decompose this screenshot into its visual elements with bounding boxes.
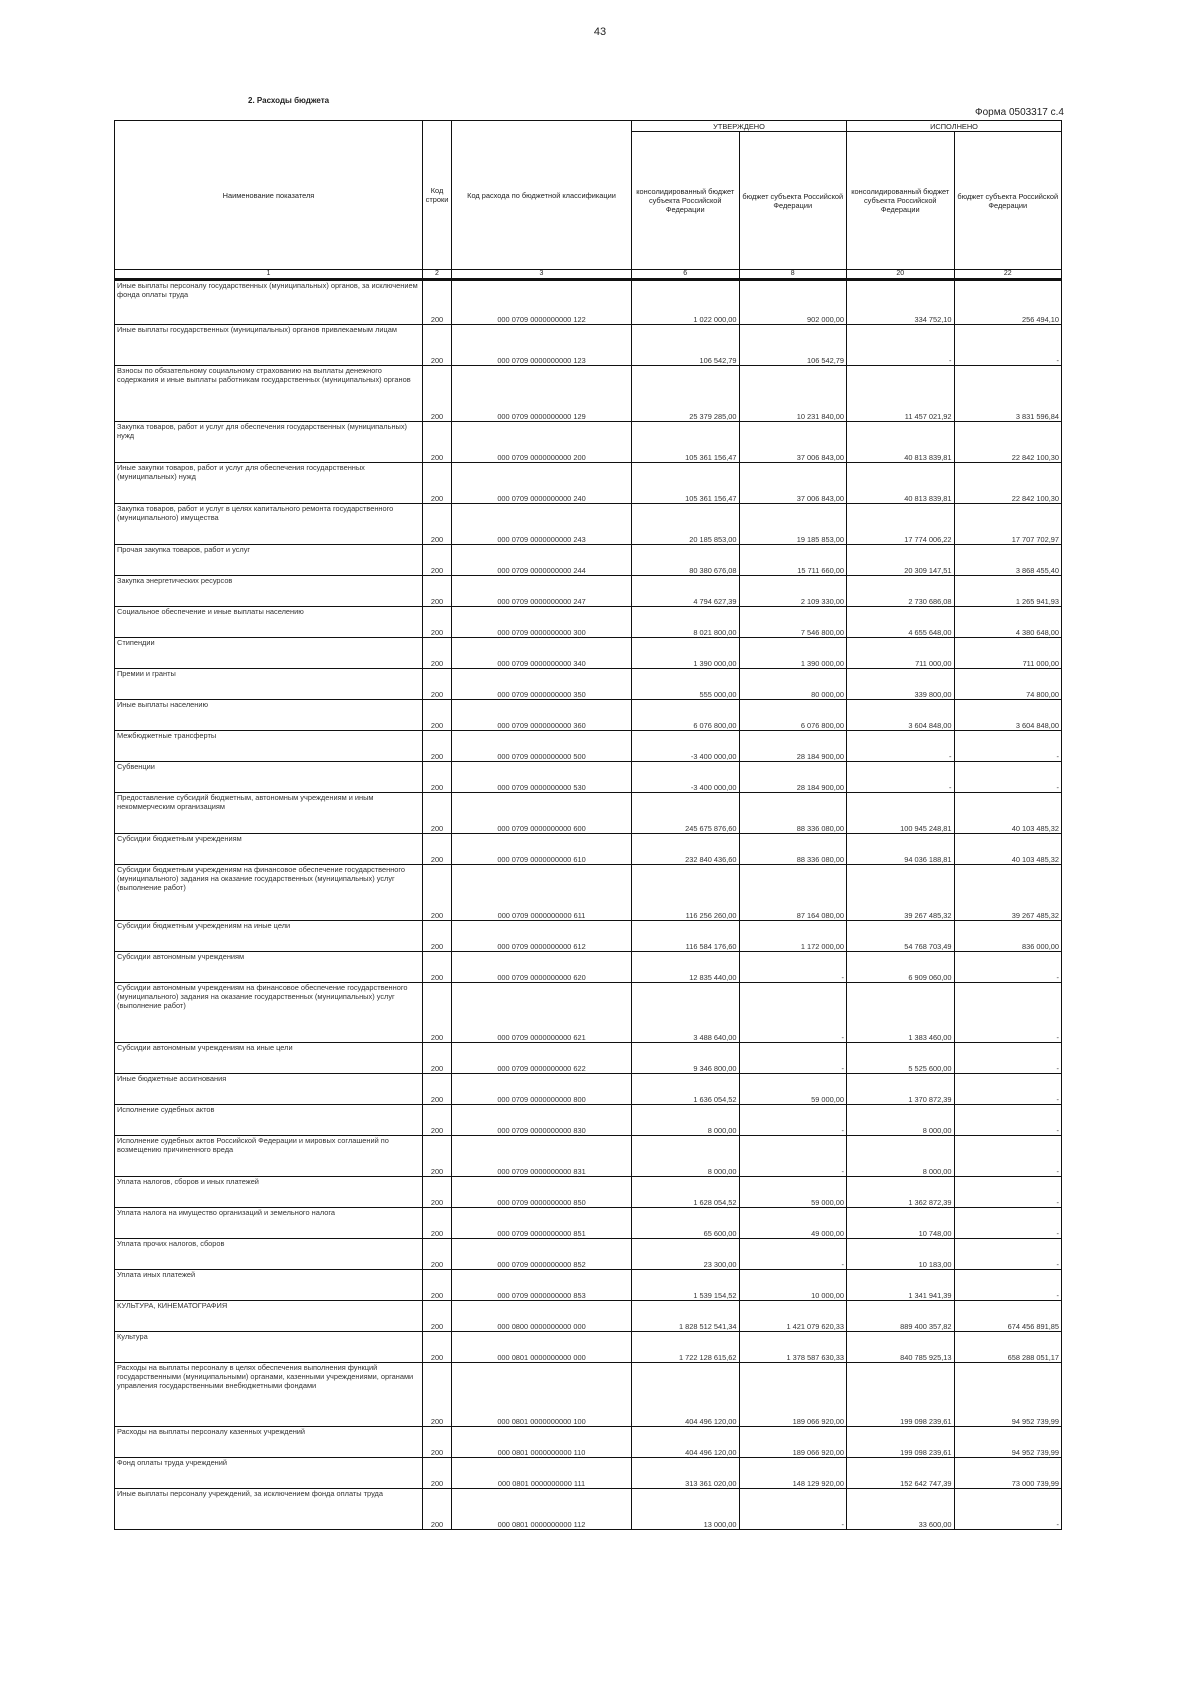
row-line-code: 200 — [423, 1270, 452, 1301]
row-line-code: 200 — [423, 422, 452, 463]
row-name: Фонд оплаты труда учреждений — [115, 1458, 423, 1489]
row-approved-subject: - — [739, 1043, 847, 1074]
row-approved-subject: 189 066 920,00 — [739, 1363, 847, 1427]
row-executed-subject: 674 456 891,85 — [954, 1301, 1062, 1332]
row-approved-subject: 37 006 843,00 — [739, 422, 847, 463]
row-approved-consolidated: 8 000,00 — [632, 1136, 740, 1177]
row-classification-code: 000 0709 0000000000 500 — [452, 731, 632, 762]
row-approved-consolidated: 9 346 800,00 — [632, 1043, 740, 1074]
row-executed-subject: 39 267 485,32 — [954, 865, 1062, 921]
row-approved-consolidated: 8 000,00 — [632, 1105, 740, 1136]
row-approved-subject: 88 336 080,00 — [739, 793, 847, 834]
row-approved-subject: 59 000,00 — [739, 1177, 847, 1208]
row-approved-subject: - — [739, 983, 847, 1043]
row-executed-subject: - — [954, 983, 1062, 1043]
row-approved-consolidated: 245 675 876,60 — [632, 793, 740, 834]
row-approved-consolidated: 1 636 054,52 — [632, 1074, 740, 1105]
row-executed-consolidated: - — [847, 762, 955, 793]
row-classification-code: 000 0709 0000000000 850 — [452, 1177, 632, 1208]
row-line-code: 200 — [423, 638, 452, 669]
row-name: Уплата налогов, сборов и иных платежей — [115, 1177, 423, 1208]
row-executed-subject: 73 000 739,99 — [954, 1458, 1062, 1489]
row-executed-consolidated: 5 525 600,00 — [847, 1043, 955, 1074]
row-name: Культура — [115, 1332, 423, 1363]
row-line-code: 200 — [423, 1074, 452, 1105]
row-executed-subject: 3 868 455,40 — [954, 545, 1062, 576]
row-classification-code: 000 0709 0000000000 620 — [452, 952, 632, 983]
row-name: Стипендии — [115, 638, 423, 669]
row-name: Субвенции — [115, 762, 423, 793]
row-line-code: 200 — [423, 366, 452, 422]
row-line-code: 200 — [423, 1301, 452, 1332]
row-name: Закупка энергетических ресурсов — [115, 576, 423, 607]
table-row — [115, 1177, 1062, 1208]
row-executed-consolidated: 20 309 147,51 — [847, 545, 955, 576]
row-executed-subject: 3 604 848,00 — [954, 700, 1062, 731]
row-approved-subject: 80 000,00 — [739, 669, 847, 700]
row-approved-consolidated: -3 400 000,00 — [632, 731, 740, 762]
row-name: Субсидии бюджетным учреждениям — [115, 834, 423, 865]
row-classification-code: 000 0709 0000000000 350 — [452, 669, 632, 700]
row-name: Субсидии бюджетным учреждениям на иные цели — [115, 921, 423, 952]
row-approved-consolidated: 404 496 120,00 — [632, 1427, 740, 1458]
row-executed-consolidated: 339 800,00 — [847, 669, 955, 700]
row-classification-code: 000 0709 0000000000 600 — [452, 793, 632, 834]
row-line-code: 200 — [423, 504, 452, 545]
header-executed-subject: бюджет субъекта Российской Федерации — [954, 132, 1062, 270]
row-approved-consolidated: 105 361 156,47 — [632, 422, 740, 463]
row-executed-subject: 40 103 485,32 — [954, 793, 1062, 834]
row-executed-consolidated: 40 813 839,81 — [847, 422, 955, 463]
row-approved-consolidated: 4 794 627,39 — [632, 576, 740, 607]
row-approved-subject: 88 336 080,00 — [739, 834, 847, 865]
row-executed-consolidated: 199 098 239,61 — [847, 1427, 955, 1458]
row-executed-consolidated: 94 036 188,81 — [847, 834, 955, 865]
table-row — [115, 463, 1062, 504]
row-executed-consolidated: 54 768 703,49 — [847, 921, 955, 952]
row-line-code: 200 — [423, 1105, 452, 1136]
row-line-code: 200 — [423, 280, 452, 325]
row-executed-subject: - — [954, 1489, 1062, 1530]
header-executed: ИСПОЛНЕНО — [847, 121, 1062, 132]
row-approved-consolidated: 23 300,00 — [632, 1239, 740, 1270]
table-row — [115, 731, 1062, 762]
header-classification: Код расхода по бюджетной классификации — [452, 121, 632, 270]
row-executed-subject: 22 842 100,30 — [954, 422, 1062, 463]
row-approved-consolidated: 232 840 436,60 — [632, 834, 740, 865]
table-row — [115, 834, 1062, 865]
row-executed-consolidated: 889 400 357,82 — [847, 1301, 955, 1332]
row-line-code: 200 — [423, 1136, 452, 1177]
row-classification-code: 000 0709 0000000000 244 — [452, 545, 632, 576]
table-row — [115, 504, 1062, 545]
table-row — [115, 325, 1062, 366]
row-name: Иные закупки товаров, работ и услуг для обеспечения государственных (муниципальных) нужд — [115, 463, 423, 504]
row-classification-code: 000 0709 0000000000 612 — [452, 921, 632, 952]
row-approved-subject: 10 000,00 — [739, 1270, 847, 1301]
row-approved-subject: 28 184 900,00 — [739, 731, 847, 762]
row-line-code: 200 — [423, 865, 452, 921]
row-classification-code: 000 0709 0000000000 622 — [452, 1043, 632, 1074]
row-approved-subject: 28 184 900,00 — [739, 762, 847, 793]
row-classification-code: 000 0709 0000000000 123 — [452, 325, 632, 366]
table-body — [115, 280, 1062, 1530]
row-line-code: 200 — [423, 607, 452, 638]
row-classification-code: 000 0709 0000000000 247 — [452, 576, 632, 607]
table-row — [115, 1332, 1062, 1363]
row-approved-subject: 148 129 920,00 — [739, 1458, 847, 1489]
row-executed-consolidated: 1 341 941,39 — [847, 1270, 955, 1301]
row-classification-code: 000 0801 0000000000 110 — [452, 1427, 632, 1458]
row-classification-code: 000 0800 0000000000 000 — [452, 1301, 632, 1332]
row-name: Иные выплаты персоналу учреждений, за исключением фонда оплаты труда — [115, 1489, 423, 1530]
row-executed-subject: 256 494,10 — [954, 280, 1062, 325]
row-approved-consolidated: 555 000,00 — [632, 669, 740, 700]
row-approved-consolidated: 1 628 054,52 — [632, 1177, 740, 1208]
row-executed-consolidated: 1 370 872,39 — [847, 1074, 955, 1105]
row-classification-code: 000 0709 0000000000 129 — [452, 366, 632, 422]
row-executed-subject: 3 831 596,84 — [954, 366, 1062, 422]
row-approved-subject: - — [739, 1489, 847, 1530]
row-line-code: 200 — [423, 1177, 452, 1208]
column-number: 8 — [739, 270, 847, 280]
row-executed-consolidated: 2 730 686,08 — [847, 576, 955, 607]
row-name: Субсидии автономным учреждениям — [115, 952, 423, 983]
row-classification-code: 000 0709 0000000000 851 — [452, 1208, 632, 1239]
row-classification-code: 000 0709 0000000000 610 — [452, 834, 632, 865]
table-row — [115, 280, 1062, 325]
table-row — [115, 669, 1062, 700]
table-row — [115, 545, 1062, 576]
row-executed-subject: - — [954, 762, 1062, 793]
row-approved-consolidated: 1 722 128 615,62 — [632, 1332, 740, 1363]
row-classification-code: 000 0801 0000000000 112 — [452, 1489, 632, 1530]
table-row — [115, 1136, 1062, 1177]
table-row — [115, 1043, 1062, 1074]
row-approved-consolidated: 313 361 020,00 — [632, 1458, 740, 1489]
row-approved-subject: 7 546 800,00 — [739, 607, 847, 638]
row-line-code: 200 — [423, 1208, 452, 1239]
row-name: Уплата прочих налогов, сборов — [115, 1239, 423, 1270]
page-number: 43 — [593, 26, 607, 38]
section-title: 2. Расходы бюджета — [248, 96, 330, 105]
row-approved-consolidated: 20 185 853,00 — [632, 504, 740, 545]
row-line-code: 200 — [423, 325, 452, 366]
row-name: Субсидии автономным учреждениям на иные цели — [115, 1043, 423, 1074]
row-line-code: 200 — [423, 952, 452, 983]
row-approved-consolidated: 404 496 120,00 — [632, 1363, 740, 1427]
row-classification-code: 000 0709 0000000000 300 — [452, 607, 632, 638]
row-line-code: 200 — [423, 793, 452, 834]
row-approved-consolidated: 3 488 640,00 — [632, 983, 740, 1043]
table-row — [115, 793, 1062, 834]
table-row — [115, 983, 1062, 1043]
table-row — [115, 952, 1062, 983]
row-approved-consolidated: 80 380 676,08 — [632, 545, 740, 576]
row-approved-subject: 2 109 330,00 — [739, 576, 847, 607]
row-line-code: 200 — [423, 700, 452, 731]
row-executed-consolidated: 11 457 021,92 — [847, 366, 955, 422]
row-name: Предоставление субсидий бюджетным, автономным учреждениям и иным некоммерческим организациям — [115, 793, 423, 834]
row-executed-subject: - — [954, 1208, 1062, 1239]
row-name: Иные выплаты населению — [115, 700, 423, 731]
row-name: КУЛЬТУРА, КИНЕМАТОГРАФИЯ — [115, 1301, 423, 1332]
row-executed-consolidated: 8 000,00 — [847, 1105, 955, 1136]
row-executed-consolidated: 1 362 872,39 — [847, 1177, 955, 1208]
row-classification-code: 000 0709 0000000000 800 — [452, 1074, 632, 1105]
header-name: Наименование показателя — [115, 121, 423, 270]
table-row — [115, 1301, 1062, 1332]
row-executed-subject: - — [954, 1177, 1062, 1208]
row-executed-consolidated: 8 000,00 — [847, 1136, 955, 1177]
row-executed-consolidated: 17 774 006,22 — [847, 504, 955, 545]
row-executed-consolidated: 10 183,00 — [847, 1239, 955, 1270]
row-approved-subject: 37 006 843,00 — [739, 463, 847, 504]
row-line-code: 200 — [423, 463, 452, 504]
row-name: Социальное обеспечение и иные выплаты населению — [115, 607, 423, 638]
row-executed-consolidated: 152 642 747,39 — [847, 1458, 955, 1489]
row-classification-code: 000 0709 0000000000 243 — [452, 504, 632, 545]
row-approved-subject: 59 000,00 — [739, 1074, 847, 1105]
column-number: 1 — [115, 270, 423, 280]
row-name: Межбюджетные трансферты — [115, 731, 423, 762]
row-executed-consolidated: 33 600,00 — [847, 1489, 955, 1530]
row-executed-subject: 658 288 051,17 — [954, 1332, 1062, 1363]
row-approved-consolidated: 13 000,00 — [632, 1489, 740, 1530]
table-row — [115, 1239, 1062, 1270]
row-executed-consolidated: 39 267 485,32 — [847, 865, 955, 921]
row-approved-subject: 87 164 080,00 — [739, 865, 847, 921]
row-name: Премии и гранты — [115, 669, 423, 700]
table-row — [115, 1208, 1062, 1239]
row-approved-subject: 10 231 840,00 — [739, 366, 847, 422]
row-classification-code: 000 0801 0000000000 111 — [452, 1458, 632, 1489]
table-row — [115, 700, 1062, 731]
row-name: Исполнение судебных актов — [115, 1105, 423, 1136]
row-line-code: 200 — [423, 1363, 452, 1427]
row-approved-subject: - — [739, 1239, 847, 1270]
row-approved-subject: - — [739, 952, 847, 983]
row-executed-consolidated: 199 098 239,61 — [847, 1363, 955, 1427]
row-line-code: 200 — [423, 1458, 452, 1489]
row-name: Взносы по обязательному социальному страхованию на выплаты денежного содержания и иные выплаты работникам государственных (муниципальных) органов — [115, 366, 423, 422]
row-line-code: 200 — [423, 921, 452, 952]
row-line-code: 200 — [423, 545, 452, 576]
column-number: 2 — [423, 270, 452, 280]
table-row — [115, 921, 1062, 952]
row-executed-subject: - — [954, 1074, 1062, 1105]
row-approved-consolidated: 1 022 000,00 — [632, 280, 740, 325]
row-line-code: 200 — [423, 1427, 452, 1458]
row-name: Уплата налога на имущество организаций и земельного налога — [115, 1208, 423, 1239]
row-line-code: 200 — [423, 1332, 452, 1363]
header-approved-subject: бюджет субъекта Российской Федерации — [739, 132, 847, 270]
row-executed-consolidated: 40 813 839,81 — [847, 463, 955, 504]
row-classification-code: 000 0709 0000000000 200 — [452, 422, 632, 463]
row-executed-subject: 22 842 100,30 — [954, 463, 1062, 504]
row-approved-consolidated: 65 600,00 — [632, 1208, 740, 1239]
row-classification-code: 000 0801 0000000000 100 — [452, 1363, 632, 1427]
row-executed-consolidated: 1 383 460,00 — [847, 983, 955, 1043]
row-executed-subject: 40 103 485,32 — [954, 834, 1062, 865]
table-row — [115, 1270, 1062, 1301]
column-number: 6 — [632, 270, 740, 280]
row-executed-consolidated: 4 655 648,00 — [847, 607, 955, 638]
header-line-code: Код строки — [423, 121, 452, 270]
row-approved-consolidated: 6 076 800,00 — [632, 700, 740, 731]
table-row — [115, 638, 1062, 669]
row-line-code: 200 — [423, 1043, 452, 1074]
row-executed-consolidated: 334 752,10 — [847, 280, 955, 325]
row-line-code: 200 — [423, 834, 452, 865]
row-executed-subject: 74 800,00 — [954, 669, 1062, 700]
row-line-code: 200 — [423, 669, 452, 700]
row-executed-subject: 94 952 739,99 — [954, 1363, 1062, 1427]
header-approved: УТВЕРЖДЕНО — [632, 121, 847, 132]
row-classification-code: 000 0709 0000000000 122 — [452, 280, 632, 325]
row-executed-subject: - — [954, 1043, 1062, 1074]
row-name: Иные бюджетные ассигнования — [115, 1074, 423, 1105]
table-row — [115, 1489, 1062, 1530]
row-executed-subject: 94 952 739,99 — [954, 1427, 1062, 1458]
row-approved-consolidated: 106 542,79 — [632, 325, 740, 366]
row-approved-subject: 6 076 800,00 — [739, 700, 847, 731]
row-name: Расходы на выплаты персоналу в целях обеспечения выполнения функций государственными (муниципальными) органами, казенными учреждениями, органами управления государственными внебюджетными фондами — [115, 1363, 423, 1427]
row-name: Расходы на выплаты персоналу казенных учреждений — [115, 1427, 423, 1458]
row-approved-subject: 1 421 079 620,33 — [739, 1301, 847, 1332]
row-classification-code: 000 0709 0000000000 831 — [452, 1136, 632, 1177]
column-number: 22 — [954, 270, 1062, 280]
row-executed-consolidated: 6 909 060,00 — [847, 952, 955, 983]
row-approved-consolidated: 25 379 285,00 — [632, 366, 740, 422]
row-approved-consolidated: 1 390 000,00 — [632, 638, 740, 669]
row-approved-subject: - — [739, 1136, 847, 1177]
table-row — [115, 366, 1062, 422]
row-approved-subject: 1 172 000,00 — [739, 921, 847, 952]
row-name: Субсидии автономным учреждениям на финансовое обеспечение государственного (муниципального) задания на оказание государственных (муниципальных) услуг (выполнение работ) — [115, 983, 423, 1043]
table-row — [115, 762, 1062, 793]
row-approved-subject: - — [739, 1105, 847, 1136]
table-row — [115, 1458, 1062, 1489]
row-classification-code: 000 0709 0000000000 530 — [452, 762, 632, 793]
row-line-code: 200 — [423, 731, 452, 762]
row-name: Исполнение судебных актов Российской Федерации и мировых соглашений по возмещению причиненного вреда — [115, 1136, 423, 1177]
row-approved-consolidated: 8 021 800,00 — [632, 607, 740, 638]
row-approved-subject: 189 066 920,00 — [739, 1427, 847, 1458]
row-executed-consolidated: 3 604 848,00 — [847, 700, 955, 731]
table-row — [115, 865, 1062, 921]
table-row — [115, 1427, 1062, 1458]
row-name: Иные выплаты государственных (муниципальных) органов привлекаемым лицам — [115, 325, 423, 366]
column-number: 3 — [452, 270, 632, 280]
row-executed-subject: - — [954, 1270, 1062, 1301]
row-approved-subject: 1 378 587 630,33 — [739, 1332, 847, 1363]
table-row — [115, 1363, 1062, 1427]
table-row — [115, 576, 1062, 607]
header-approved-consolidated: консолидированный бюджет субъекта Российской Федерации — [632, 132, 740, 270]
row-executed-subject: 4 380 648,00 — [954, 607, 1062, 638]
row-executed-consolidated: 100 945 248,81 — [847, 793, 955, 834]
row-name: Иные выплаты персоналу государственных (муниципальных) органов, за исключением фонда оплаты труда — [115, 280, 423, 325]
row-line-code: 200 — [423, 983, 452, 1043]
budget-expenses-table — [114, 120, 1062, 1530]
row-executed-subject: 1 265 941,93 — [954, 576, 1062, 607]
row-name: Прочая закупка товаров, работ и услуг — [115, 545, 423, 576]
row-classification-code: 000 0709 0000000000 240 — [452, 463, 632, 504]
table-row — [115, 422, 1062, 463]
table-row — [115, 1105, 1062, 1136]
row-classification-code: 000 0709 0000000000 360 — [452, 700, 632, 731]
row-classification-code: 000 0709 0000000000 853 — [452, 1270, 632, 1301]
row-approved-consolidated: -3 400 000,00 — [632, 762, 740, 793]
row-approved-consolidated: 116 584 176,60 — [632, 921, 740, 952]
row-name: Субсидии бюджетным учреждениям на финансовое обеспечение государственного (муниципального) задания на оказание государственных (муниципальных) услуг (выполнение работ) — [115, 865, 423, 921]
row-approved-subject: 106 542,79 — [739, 325, 847, 366]
row-executed-subject: 711 000,00 — [954, 638, 1062, 669]
row-approved-subject: 902 000,00 — [739, 280, 847, 325]
table-row — [115, 1074, 1062, 1105]
column-number: 20 — [847, 270, 955, 280]
row-approved-subject: 1 390 000,00 — [739, 638, 847, 669]
header-executed-consolidated: консолидированный бюджет субъекта Российской Федерации — [847, 132, 955, 270]
row-line-code: 200 — [423, 1239, 452, 1270]
row-line-code: 200 — [423, 762, 452, 793]
row-approved-subject: 15 711 660,00 — [739, 545, 847, 576]
row-approved-consolidated: 116 256 260,00 — [632, 865, 740, 921]
column-numbers-row — [115, 270, 1062, 280]
row-executed-subject: - — [954, 325, 1062, 366]
row-executed-consolidated: - — [847, 325, 955, 366]
row-classification-code: 000 0709 0000000000 852 — [452, 1239, 632, 1270]
row-classification-code: 000 0709 0000000000 621 — [452, 983, 632, 1043]
row-name: Закупка товаров, работ и услуг в целях капитального ремонта государственного (муниципального) имущества — [115, 504, 423, 545]
row-executed-consolidated: - — [847, 731, 955, 762]
row-executed-subject: - — [954, 952, 1062, 983]
row-name: Закупка товаров, работ и услуг для обеспечения государственных (муниципальных) нужд — [115, 422, 423, 463]
row-executed-consolidated: 711 000,00 — [847, 638, 955, 669]
row-approved-subject: 19 185 853,00 — [739, 504, 847, 545]
row-executed-consolidated: 840 785 925,13 — [847, 1332, 955, 1363]
row-executed-subject: - — [954, 1239, 1062, 1270]
row-line-code: 200 — [423, 1489, 452, 1530]
row-approved-consolidated: 105 361 156,47 — [632, 463, 740, 504]
row-classification-code: 000 0709 0000000000 611 — [452, 865, 632, 921]
row-classification-code: 000 0709 0000000000 830 — [452, 1105, 632, 1136]
row-executed-subject: 836 000,00 — [954, 921, 1062, 952]
row-executed-subject: - — [954, 1136, 1062, 1177]
row-approved-consolidated: 1 828 512 541,34 — [632, 1301, 740, 1332]
row-line-code: 200 — [423, 576, 452, 607]
row-executed-subject: 17 707 702,97 — [954, 504, 1062, 545]
row-classification-code: 000 0709 0000000000 340 — [452, 638, 632, 669]
row-executed-subject: - — [954, 1105, 1062, 1136]
form-code: Форма 0503317 с.4 — [975, 107, 1064, 118]
row-approved-subject: 49 000,00 — [739, 1208, 847, 1239]
row-name: Уплата иных платежей — [115, 1270, 423, 1301]
row-approved-consolidated: 12 835 440,00 — [632, 952, 740, 983]
row-executed-consolidated: 10 748,00 — [847, 1208, 955, 1239]
row-executed-subject: - — [954, 731, 1062, 762]
row-classification-code: 000 0801 0000000000 000 — [452, 1332, 632, 1363]
table-row — [115, 607, 1062, 638]
row-approved-consolidated: 1 539 154,52 — [632, 1270, 740, 1301]
